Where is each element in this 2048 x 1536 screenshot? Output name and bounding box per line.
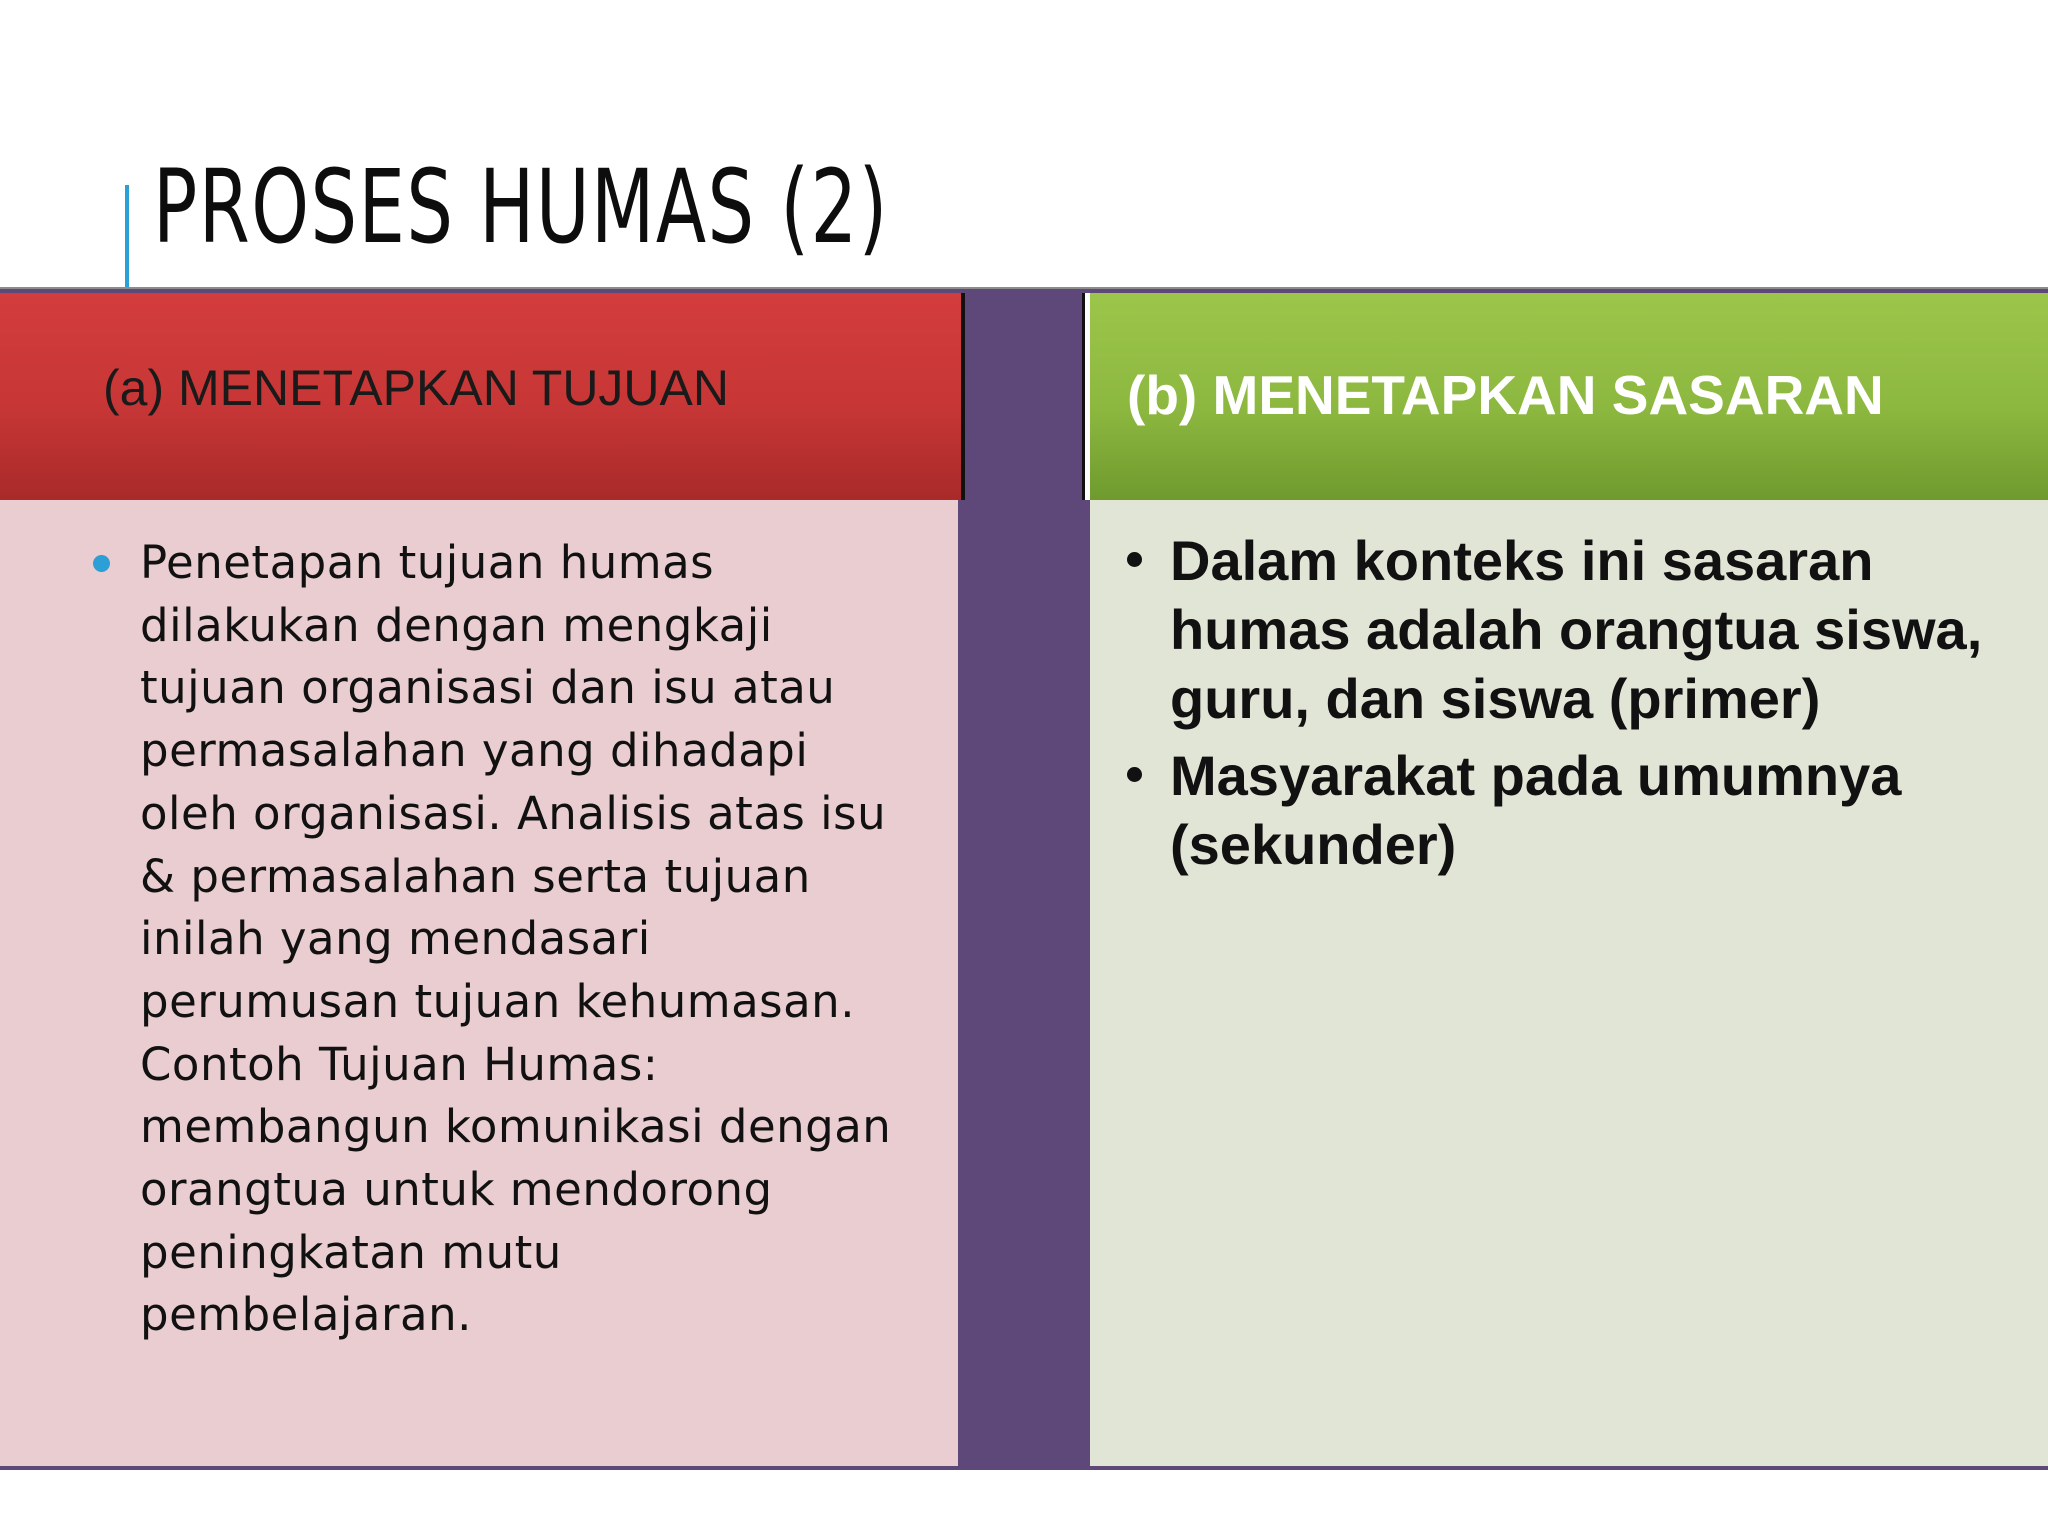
panel-b-header-label: (b) MENETAPKAN SASARAN: [1127, 363, 1884, 426]
panel-b-header: [1090, 293, 2048, 500]
bottom-divider: [0, 1466, 2048, 1470]
panel-a-bullet-text: Penetapan tujuan humas dilakukan dengan mengkaji tujuan organisasi dan isu atau permasalahan yang dihadapi oleh organisasi. Analisis atas isu & permasalahan serta tujuan inilah yang mendasari perumusan tujuan kehumasan. Contoh Tujuan Humas: membangun komunikasi dengan orangtua untuk mendorong peningkatan mutu pembelajaran.: [140, 536, 892, 1342]
bullet-dot-icon: [1127, 767, 1142, 782]
panel-a-header: [0, 293, 961, 500]
panel-a-header-label: (a) MENETAPKAN TUJUAN: [103, 359, 730, 416]
bullet-dot-icon: [93, 555, 110, 572]
title-accent-bar: [125, 185, 129, 287]
bullet-dot-icon: [1127, 552, 1142, 567]
panel-b-bullet-list: [1120, 526, 2030, 887]
panel-b-bullet-text: Masyarakat pada umumnya (sekunder): [1170, 744, 1902, 876]
panel-b-bullet-text: Dalam konteks ini sasaran humas adalah orangtua siswa, guru, dan siswa (primer): [1170, 529, 1983, 730]
slide-title: PROSES HUMAS (2): [153, 148, 889, 267]
panel-b-bullet-item: [1120, 526, 2030, 733]
panel-b-bullet-item: [1120, 741, 2030, 879]
